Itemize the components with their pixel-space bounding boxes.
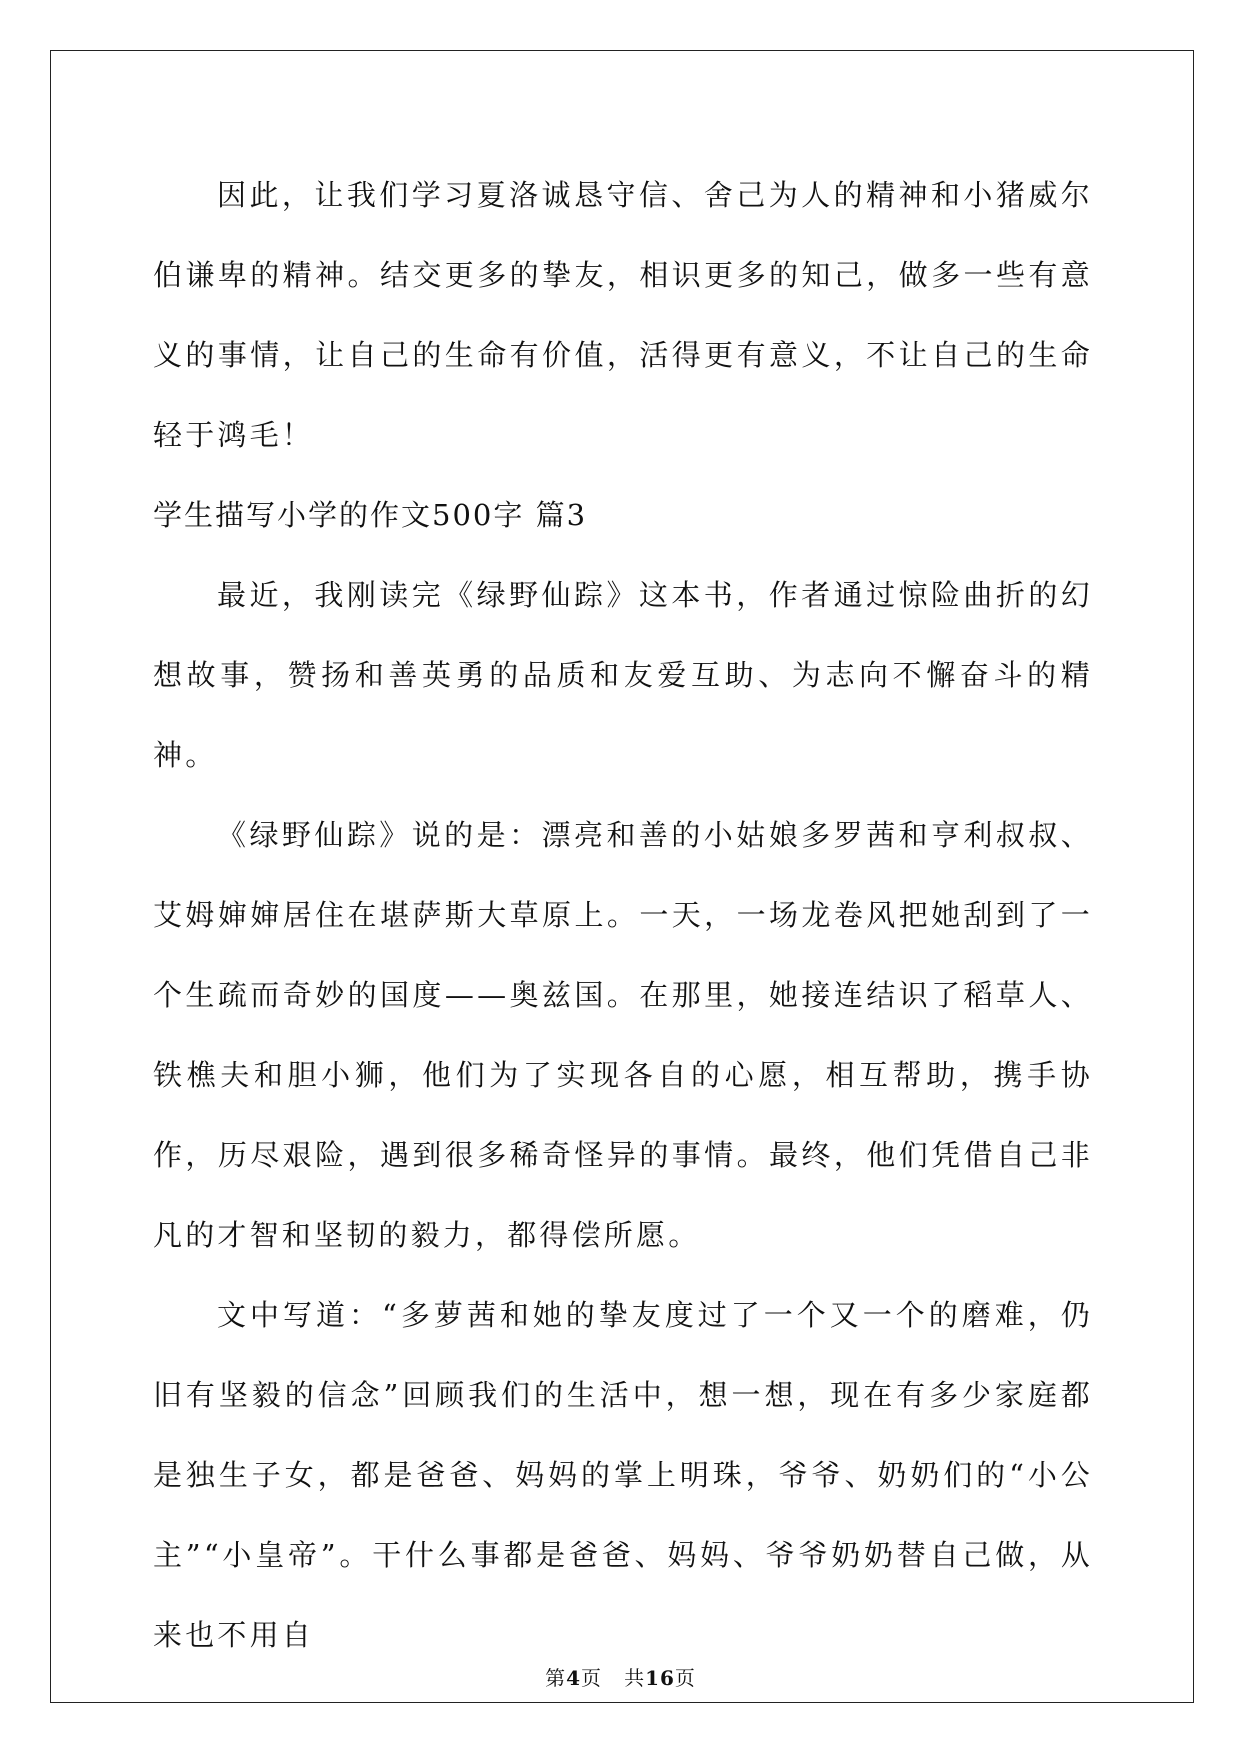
page-number: 4 — [566, 1666, 581, 1690]
paragraph-conclusion: 因此，让我们学习夏洛诚恳守信、舍己为人的精神和小猪威尔伯谦卑的精神。结交更多的挚友，相识更多的知己，做多一些有意义的事情，让自己的生命有价值，活得更有意义，不让自己的生命轻于鸿毛！ — [153, 178, 1093, 452]
paragraph-quote: 文中写道：“多萝茜和她的挚友度过了一个又一个的磨难，仍旧有坚毅的信念”回顾我们的生活中，想一想，现在有多少家庭都是独生子女，都是爸爸、妈妈的掌上明珠，爷爷、奶奶们的“小公主”“小皇帝”。干什么事都是爸爸、妈妈、爷爷奶奶替自己做，从来也不用自 — [153, 1298, 1093, 1652]
document-body — [153, 155, 1093, 1675]
total-suffix: 页 — [674, 1666, 696, 1690]
page-suffix: 页 — [581, 1666, 602, 1690]
page-prefix: 第 — [545, 1666, 567, 1690]
section-heading: 学生描写小学的作文500字 篇3 — [153, 498, 588, 532]
page-footer — [0, 1662, 1241, 1691]
total-pages: 16 — [645, 1666, 675, 1690]
paragraph-intro: 最近，我刚读完《绿野仙踪》这本书，作者通过惊险曲折的幻想故事，赞扬和善英勇的品质和友爱互助、为志向不懈奋斗的精神。 — [153, 578, 1093, 772]
paragraph-summary: 《绿野仙踪》说的是：漂亮和善的小姑娘多罗茜和亨利叔叔、艾姆婶婶居住在堪萨斯大草原上。一天，一场龙卷风把她刮到了一个生疏而奇妙的国度——奥兹国。在那里，她接连结识了稻草人、铁樵夫和胆小狮，他们为了实现各自的心愿，相互帮助，携手协作，历尽艰险，遇到很多稀奇怪异的事情。最终，他们凭借自己非凡的才智和坚韧的毅力，都得偿所愿。 — [153, 818, 1093, 1252]
total-prefix: 共 — [624, 1666, 646, 1690]
